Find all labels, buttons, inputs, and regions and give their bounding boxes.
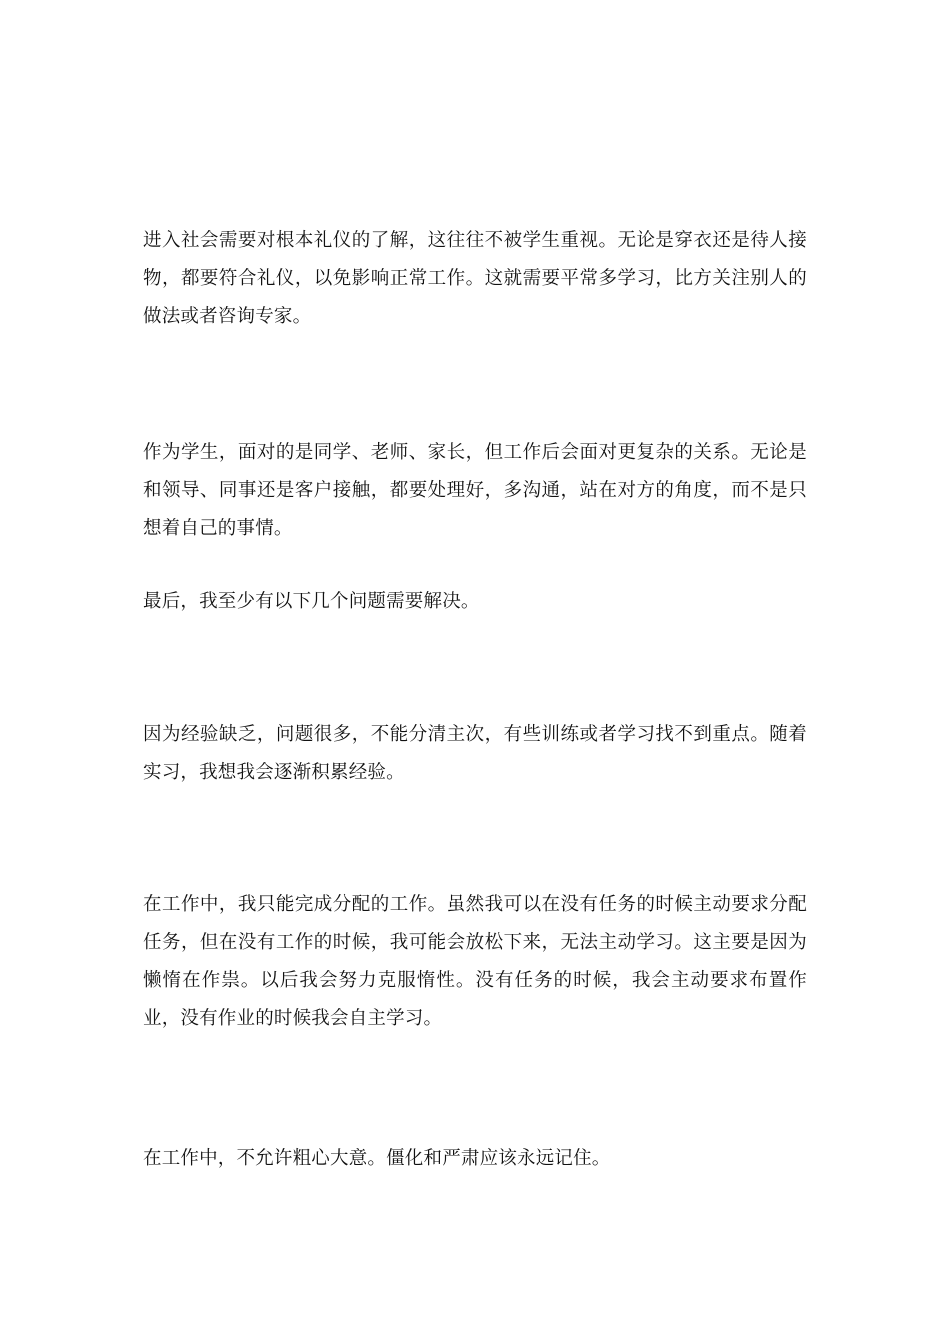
paragraph-problems-intro: 最后，我至少有以下几个问题需要解决。 (143, 591, 480, 612)
paragraph-etiquette: 进入社会需要对根本礼仪的了解，这往往不被学生重视。无论是穿衣还是待人接物，都要符合礼仪，以免影响正常工作。这就需要平常多学习，比方关注别人的做法或者咨询专家。 (143, 230, 807, 327)
paragraph-initiative: 在工作中，我只能完成分配的工作。虽然我可以在没有任务的时候主动要求分配任务，但在没有工作的时候，我可能会放松下来，无法主动学习。这主要是因为懒惰在作祟。以后我会努力克服惰性。没有任务的时候，我会主动要求布置作业，没有作业的时候我会自主学习。 (143, 894, 807, 1029)
paragraph-carefulness: 在工作中，不允许粗心大意。僵化和严肃应该永远记住。 (143, 1148, 611, 1169)
paragraph-relationships: 作为学生，面对的是同学、老师、家长，但工作后会面对更复杂的关系。无论是和领导、同事还是客户接触，都要处理好，多沟通，站在对方的角度，而不是只想着自己的事情。 (143, 442, 807, 539)
paragraph-experience: 因为经验缺乏，问题很多，不能分清主次，有些训练或者学习找不到重点。随着实习，我想我会逐渐积累经验。 (143, 724, 807, 783)
